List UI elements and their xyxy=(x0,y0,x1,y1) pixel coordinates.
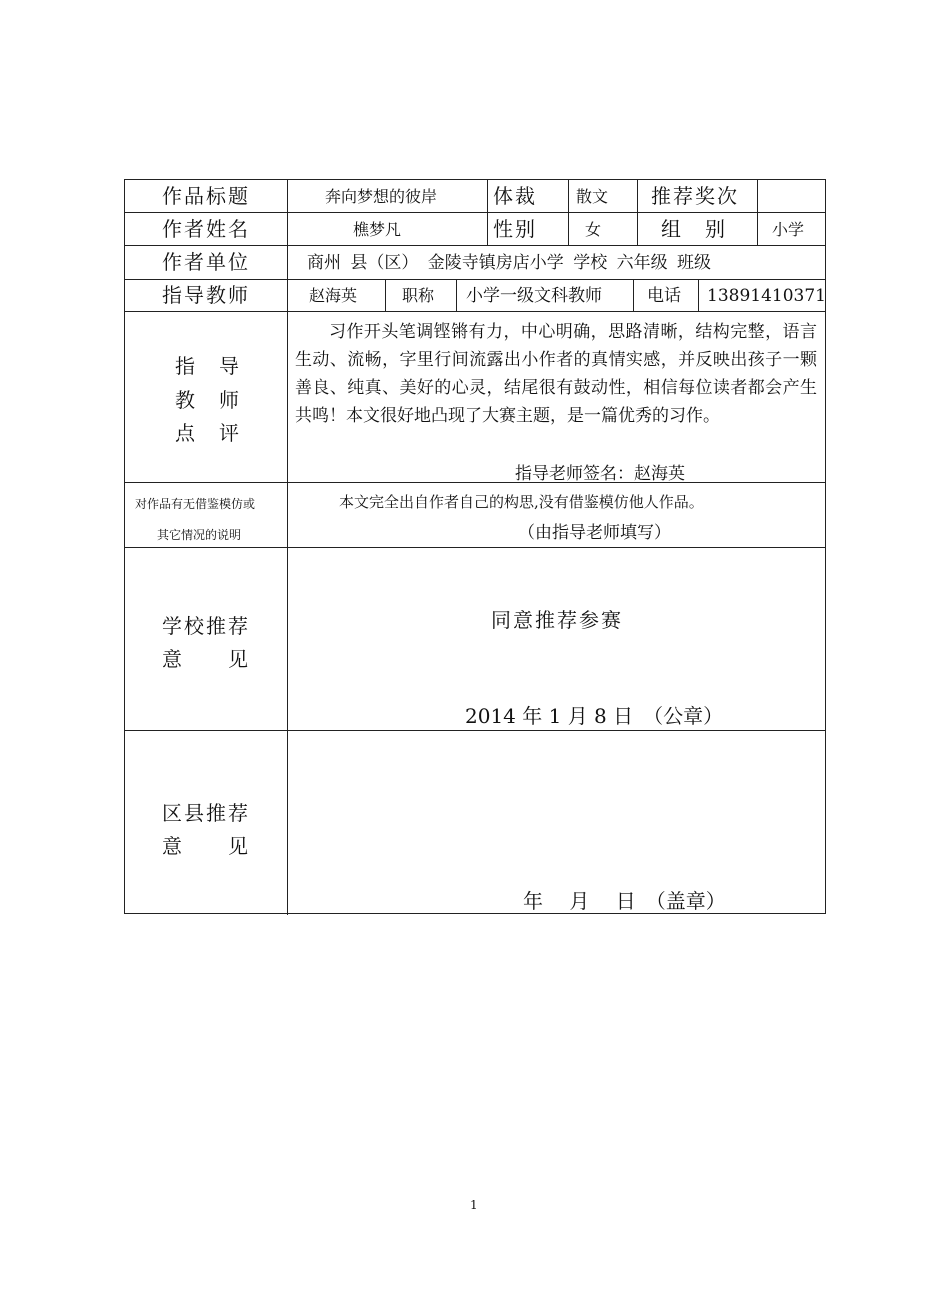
teacher-label: 指导教师 xyxy=(162,283,250,307)
row-divider xyxy=(125,212,825,213)
row-divider xyxy=(125,547,825,548)
award-label: 推荐奖次 xyxy=(651,184,739,208)
genre-value: 散文 xyxy=(576,187,609,206)
page-number: 1 xyxy=(470,1198,478,1212)
author-label: 作者姓名 xyxy=(162,217,250,241)
comment-label-line2: 教 师 xyxy=(175,388,241,412)
cell-divider xyxy=(757,212,758,245)
row-divider xyxy=(125,245,825,246)
county-date: 年 月 日 （盖章） xyxy=(523,889,726,913)
genre-label: 体裁 xyxy=(493,184,537,208)
unit-value: 商州 县（区） 金陵寺镇房店小学 学校 六年级 班级 xyxy=(307,253,712,273)
title-value: 奔向梦想的彼岸 xyxy=(325,187,438,206)
row-divider xyxy=(125,482,825,483)
rank-label: 职称 xyxy=(402,286,435,305)
cell-divider xyxy=(633,279,634,311)
imitation-label-line1: 对作品有无借鉴模仿或 xyxy=(135,497,256,511)
cell-divider xyxy=(637,180,638,245)
rank-value: 小学一级文科教师 xyxy=(466,286,602,306)
cell-divider xyxy=(456,279,457,311)
county-label-line1: 区县推荐 xyxy=(162,801,250,825)
group-label: 组 别 xyxy=(661,217,727,241)
author-value: 樵梦凡 xyxy=(353,220,402,239)
gender-value: 女 xyxy=(585,220,602,239)
teacher-comment-text: 习作开头笔调铿锵有力，中心明确，思路清晰，结构完整，语言生动、流畅，字里行间流露出小作者的真情实感，并反映出孩子一颗善良、纯真、美好的心灵，结尾很有鼓动性，相信每位读者都会产生共鸣！本文很好地凸现了大赛主题，是一篇优秀的习作。 xyxy=(295,322,817,426)
comment-label-line1: 指 导 xyxy=(175,354,241,378)
imitation-text: 本文完全出自作者自己的构思,没有借鉴模仿他人作品。 xyxy=(339,493,704,511)
teacher-value: 赵海英 xyxy=(309,286,358,305)
school-opinion: 同意推荐参赛 xyxy=(491,608,623,632)
cell-divider xyxy=(487,180,488,245)
comment-label-line3: 点 评 xyxy=(175,421,241,445)
imitation-note: （由指导老师填写） xyxy=(518,523,671,543)
cell-divider xyxy=(568,180,569,245)
phone-label: 电话 xyxy=(647,286,681,306)
school-date: 2014 年 1 月 8 日 （公章） xyxy=(465,704,724,728)
row-divider xyxy=(125,730,825,731)
county-label-line2: 意 见 xyxy=(162,834,250,858)
school-label-line2: 意 见 xyxy=(162,647,250,671)
cell-divider xyxy=(757,180,758,212)
phone-value: 13891410371 xyxy=(707,286,826,306)
unit-label: 作者单位 xyxy=(162,250,250,274)
teacher-signature: 指导老师签名：赵海英 xyxy=(515,464,685,484)
group-value: 小学 xyxy=(772,220,805,239)
cell-divider xyxy=(385,279,386,311)
imitation-label-line2: 其它情况的说明 xyxy=(157,528,242,542)
entry-form-table xyxy=(124,179,826,914)
label-column-divider xyxy=(287,180,288,915)
school-label-line1: 学校推荐 xyxy=(162,614,250,638)
gender-label: 性别 xyxy=(493,217,537,241)
row-divider xyxy=(125,279,825,280)
cell-divider xyxy=(698,279,699,311)
title-label: 作品标题 xyxy=(162,184,250,208)
row-divider xyxy=(125,311,825,312)
